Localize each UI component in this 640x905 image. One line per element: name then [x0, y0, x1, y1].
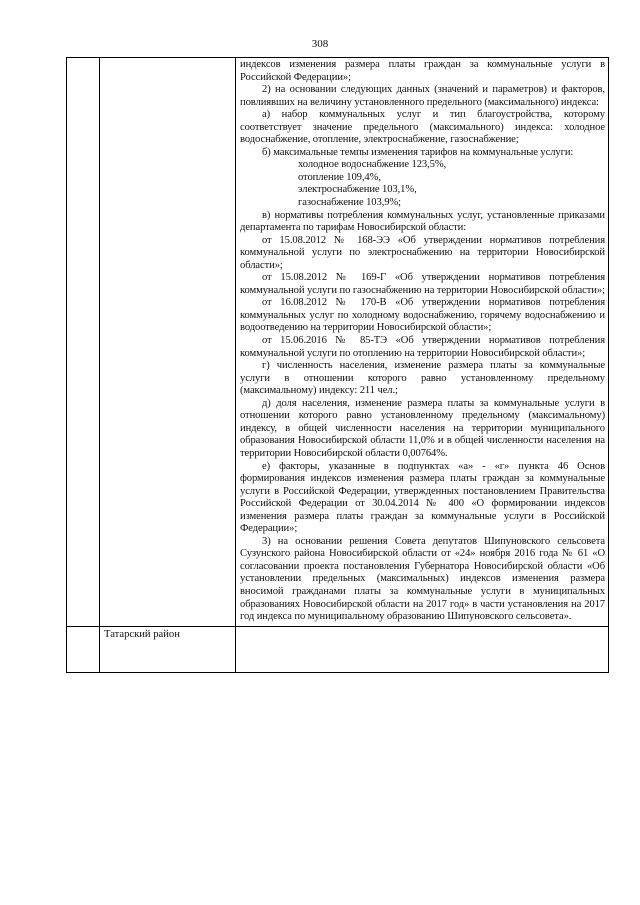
- tariff-value: газоснабжение 103,9%;: [298, 197, 402, 209]
- paragraph: в) нормативы потребления коммунальных услуг, установленные приказами департамента по тарифам Новосибирской области:: [240, 209, 605, 234]
- paragraph: от 15.06.2016 № 85-ТЭ «Об утверждении нормативов потребления коммунальной услуги по отоплению на территории Новосибирской области»;: [240, 335, 605, 359]
- paragraph: от 16.08.2012 № 170-В «Об утверждении нормативов потребления коммунальных услуг по холодному водоснабжению, горячему водоснабжению и водоотведению на территории Новосибирской области»;: [240, 297, 605, 334]
- region-name: Татарский район: [104, 628, 180, 640]
- paragraph: д) доля населения, изменение размера платы за коммунальные услуги в отношении которого равно установленному предельному (максимальному) индексу, в общей численности населения на территории муниципального образования Новосибирской области 11,0% и в общей численности населения на территории Новосибирской области 0,00764%.: [240, 397, 605, 459]
- number-cell: [67, 58, 100, 627]
- paragraph: г) численность населения, изменение размера платы за коммунальные услуги в отношении которого равно установленному предельному (максимальному) индексу: 211 чел.;: [240, 360, 605, 397]
- content-cell: [236, 58, 609, 627]
- paragraph: от 15.08.2012 № 168-ЭЭ «Об утверждении нормативов потребления коммунальной услуги по электроснабжению на территории Новосибирской области»;: [240, 234, 605, 271]
- tariff-value: отопление 109,4%,: [298, 171, 381, 183]
- region-cell: [100, 58, 236, 627]
- number-cell: [67, 626, 100, 672]
- table-row: [67, 58, 609, 627]
- paragraph: е) факторы, указанные в подпунктах «а» - «г» пункта 46 Основ формирования индексов изменения размера платы граждан за коммунальные услуги в Российской Федерации, утвержденных постановлением Правительства Российской Федерации от 30.04.2014 № 400 «О формировании индексов изменения размера платы граждан за коммунальные услуги в Российской Федерации»;: [240, 460, 605, 535]
- paragraph: 3) на основании решения Совета депутатов Шипуновского сельсовета Сузунского района Новосибирской области от «24» ноября 2016 года № 61 «О согласовании проекта постановления Губернатора Новосибирской области «Об установлении предельных (максимальных) индексов изменения размера вносимой гражданами платы за коммунальные услуги в муниципальных образованиях Новосибирской области на 2017 год» в части установления на 2017 год индекса по муниципальному образованию Шипуновского сельсовета».: [240, 535, 605, 623]
- content-cell: [236, 626, 609, 672]
- paragraph: 2) на основании следующих данных (значений и параметров) и факторов, повлиявших на величину установленного предельного (максимального) индекса:: [240, 84, 605, 108]
- document-table: [66, 57, 609, 673]
- content-text: [236, 58, 608, 626]
- table-row: [67, 626, 609, 672]
- page-number: 308: [311, 38, 329, 50]
- tariff-value: электроснабжение 103,1%,: [298, 184, 417, 196]
- paragraph: от 15.08.2012 № 169-Г «Об утверждении нормативов потребления коммунальной услуги по газоснабжению на территории Новосибирской области»;: [240, 272, 605, 296]
- paragraph: а) набор коммунальных услуг и тип благоустройства, которому соответствует значение предельного (максимального) индекса: холодное водоснабжение, отопление, электроснабжение, газоснабжение;: [240, 109, 605, 146]
- paragraph: индексов изменения размера платы граждан за коммунальные услуги в Российской Федерации»;: [240, 59, 605, 83]
- region-cell: [100, 626, 236, 672]
- tariff-value: холодное водоснабжение 123,5%,: [298, 159, 447, 171]
- paragraph: б) максимальные темпы изменения тарифов на коммунальные услуги:: [262, 146, 574, 158]
